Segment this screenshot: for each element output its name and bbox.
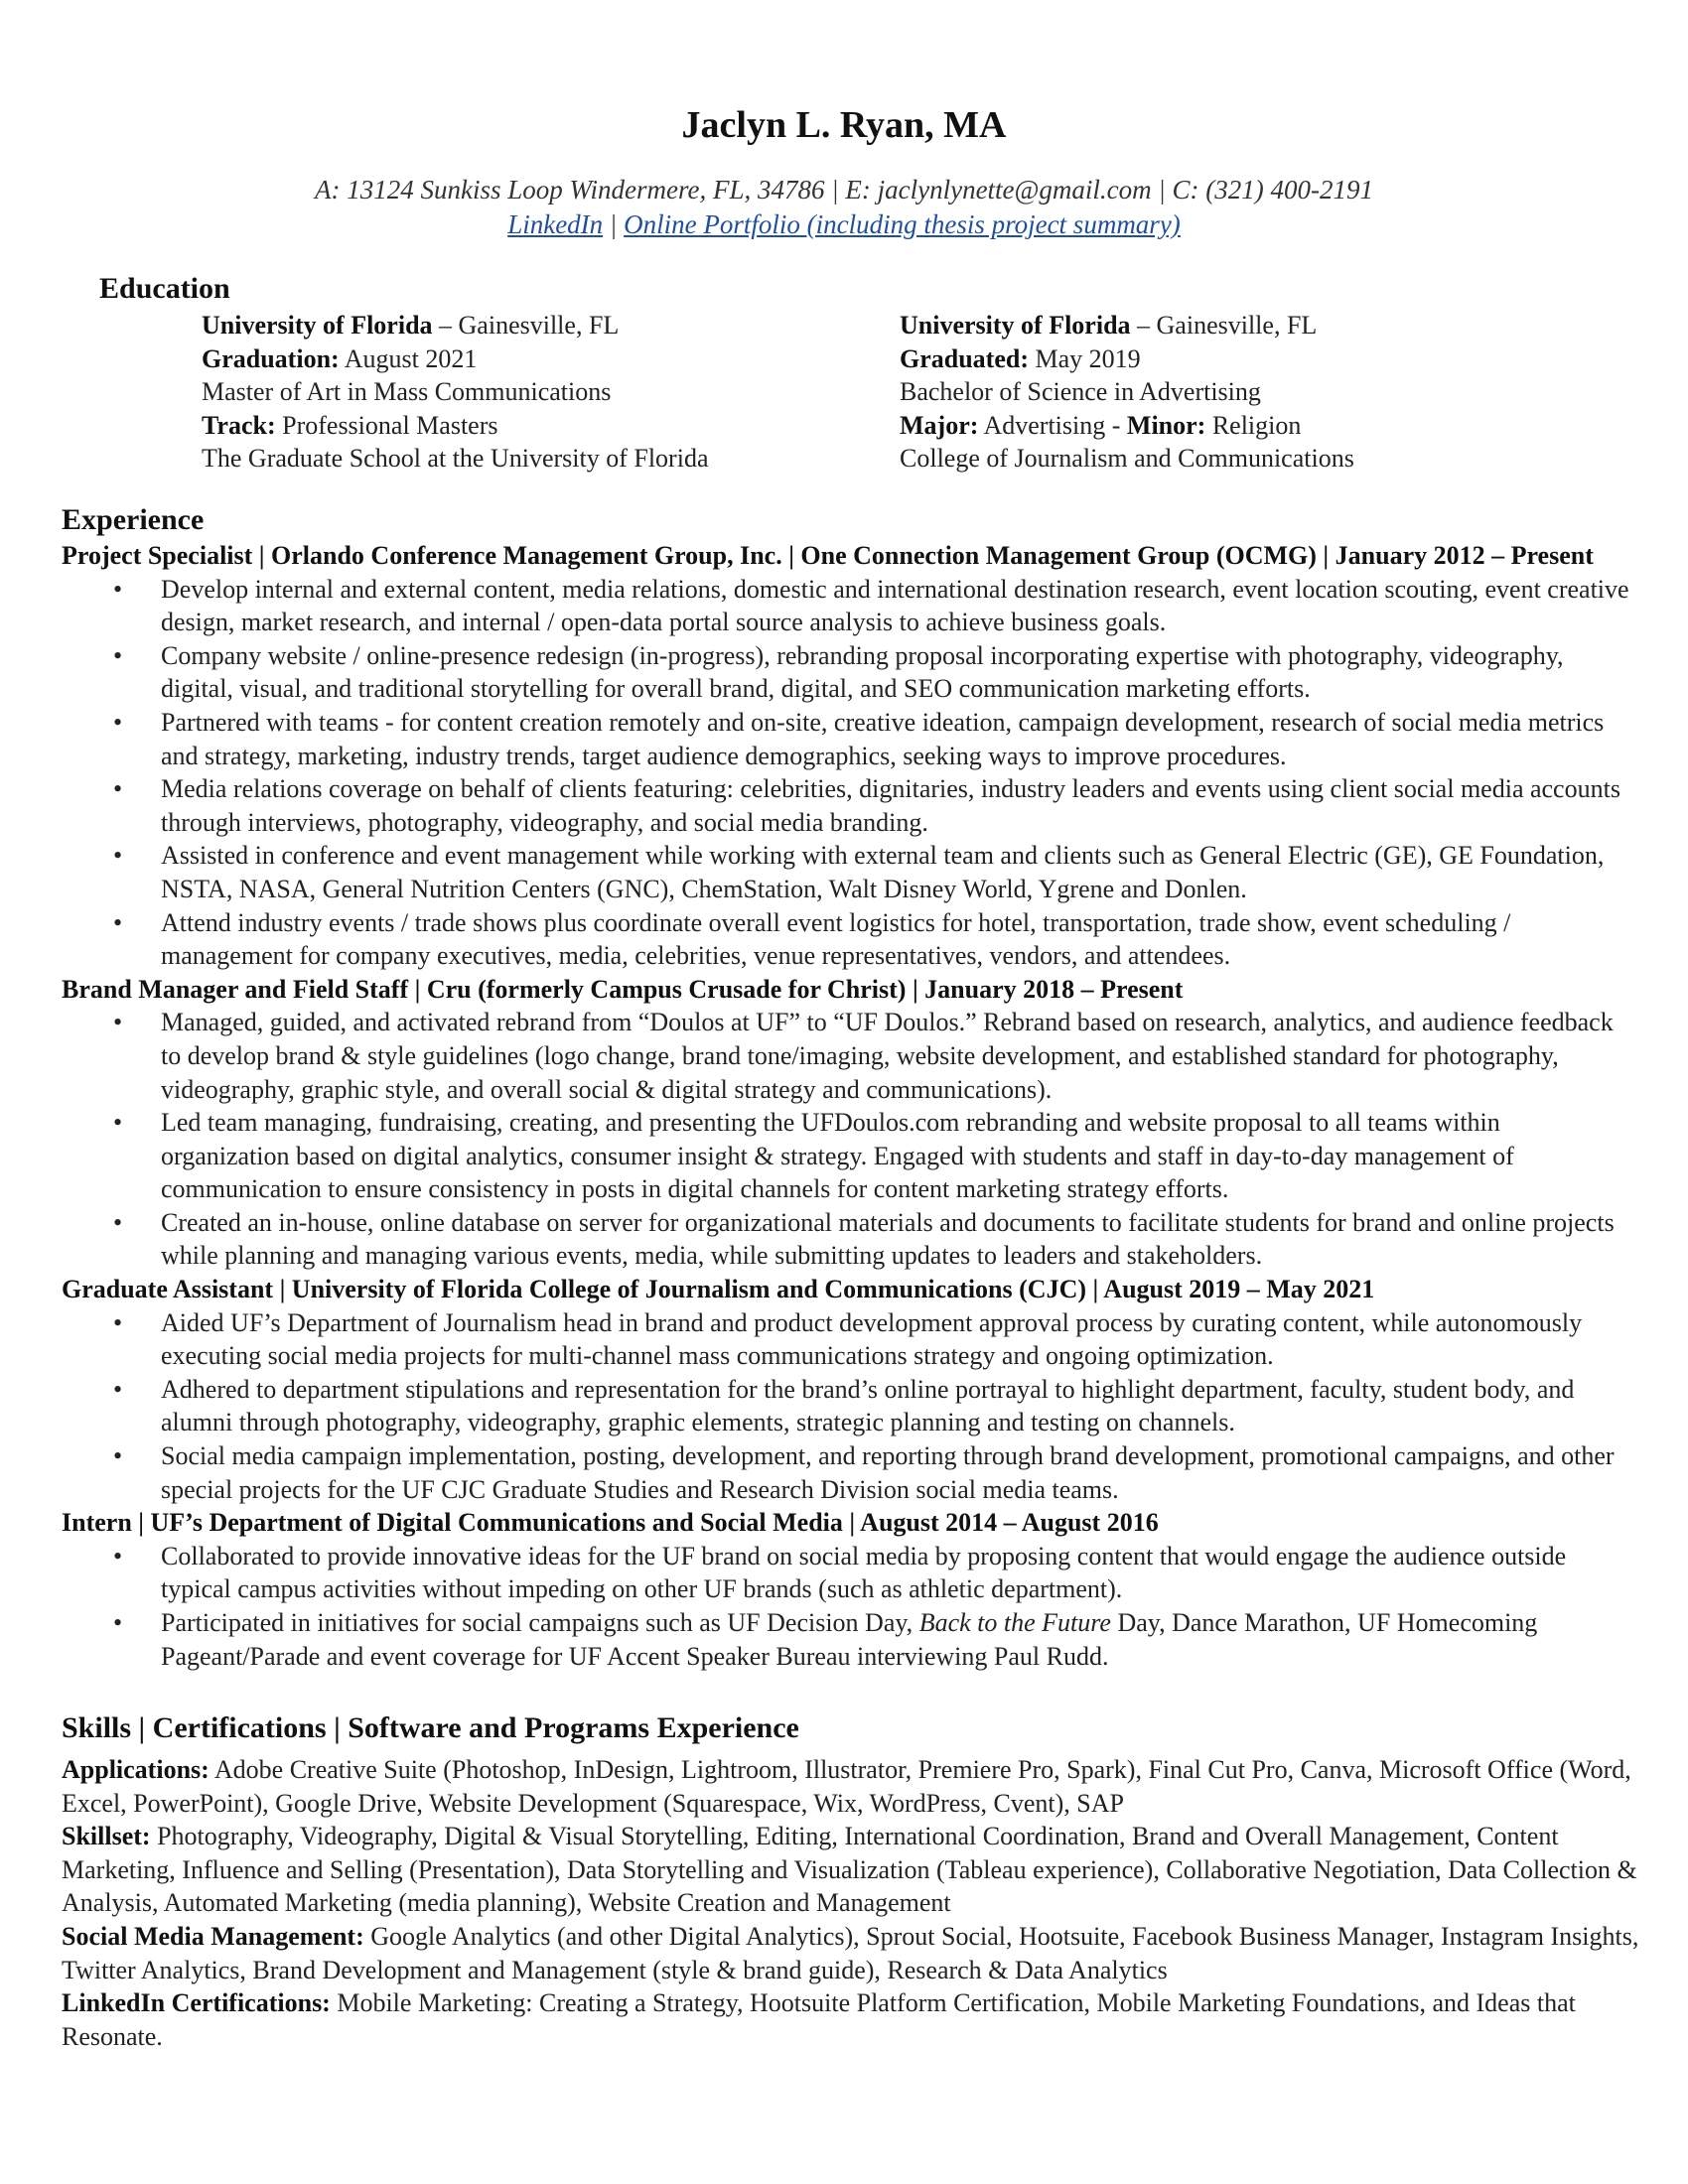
profile-links (0, 209, 1688, 240)
applications-label: Applications: (62, 1755, 210, 1784)
bullet-item: • Aided UF’s Department of Journalism head in brand and product development approval process by curating content, while autonomously executing social media projects for multi-channel mass communications strategy and ongoing optimization. (161, 1306, 1630, 1373)
candidate-name: Jaclyn L. Ryan, MA (681, 104, 1007, 146)
bullet-item: • Social media campaign implementation, posting, development, and reporting through brand development, promotional campaigns, and other special projects for the UF CJC Graduate Studies and Research Division social media teams. (161, 1439, 1630, 1506)
job-bullets (62, 1540, 1630, 1673)
masters-degree: Master of Art in Mass Communications (202, 377, 612, 406)
skillset-line (62, 1820, 1640, 1920)
job-title: Graduate Assistant | University of Florida College of Journalism and Communications (CJC) | August 2019 – May 2021 (62, 1275, 1375, 1304)
bullet-item: • Company website / online-presence redesign (in-progress), rebranding proposal incorporating expertise with photography, videography, digital, visual, and traditional storytelling for overall brand, digital, and SEO communication marketing efforts. (161, 639, 1630, 706)
masters-school: University of Florida (202, 311, 433, 340)
bullet-item: • Created an in-house, online database on server for organizational materials and documents to facilitate students for brand and online projects while planning and managing various events, media, while submitting updates to leaders and stakeholders. (161, 1206, 1630, 1273)
bullet-item (161, 1606, 1630, 1673)
bullet-item: • Develop internal and external content, media relations, domestic and international destination research, event location scouting, event creative design, market research, and internal / open-data portal source analysis to achieve business goals. (161, 573, 1630, 639)
bachelors-minor-label: Minor: (1126, 410, 1206, 440)
masters-grad-value: August 2021 (339, 343, 478, 373)
applications-line (62, 1753, 1640, 1820)
bachelors-school: University of Florida (900, 311, 1131, 340)
masters-track-line (202, 409, 708, 443)
job-title: Project Specialist | Orlando Conference Management Group, Inc. | One Connection Management Group (OCMG) | January 2012 – Present (62, 541, 1594, 570)
education-heading: Education (99, 272, 230, 305)
bullet-item: • Led team managing, fundraising, creating, and presenting the UFDoulos.com rebranding and website proposal to all teams within organization based on digital analytics, consumer insight & strategy. Engaged with students and staff in day-to-day management of communication to ensure consistency in posts in digital channels for content marketing strategy efforts. (161, 1106, 1630, 1206)
experience-heading: Experience (62, 503, 205, 536)
skills-heading: Skills | Certifications | Software and Programs Experience (62, 1711, 799, 1744)
social-media-value: Google Analytics (and other Digital Analytics), Sprout Social, Hootsuite, Facebook Business Manager, Instagram Insights, Twitter Analytics, Brand Development and Management (style & brand guide), Research & Data Analytics (62, 1921, 1639, 1984)
link-separator: | (609, 209, 618, 239)
masters-track-value: Professional Masters (275, 410, 498, 440)
skillset-value: Photography, Videography, Digital & Visual Storytelling, Editing, International Coordination, Brand and Overall Management, Content Marketing, Influence and Selling (Presentation), Data Storytelling and Visualization (Tableau experience), Collaborative Negotiation, Data Collection & Analysis, Automated Marketing (media planning), Website Creation and Management (62, 1822, 1637, 1918)
bullet-item: • Attend industry events / trade shows plus coordinate overall event logistics for hotel, transportation, trade show, event scheduling / management for company executives, media, celebrities, venue representatives, vendors, and attendees. (161, 906, 1630, 973)
linkedin-link[interactable]: LinkedIn (507, 209, 604, 239)
bachelors-location: – Gainesville, FL (1130, 311, 1318, 340)
bachelors-major-value: Advertising - (978, 410, 1127, 440)
skills-section (62, 1753, 1640, 2053)
bullet-item: • Partnered with teams - for content creation remotely and on-site, creative ideation, campaign development, research of social media metrics and strategy, marketing, industry trends, target audience demographics, seeking ways to improve procedures. (161, 706, 1630, 772)
bullet-text: Participated in initiatives for social campaigns such as UF Decision Day, (161, 1608, 919, 1637)
bullet-text: Day, Dance Marathon, UF Homecoming Pageant/Parade and event coverage for UF Accent Speaker Bureau interviewing Paul Rudd. (161, 1608, 1538, 1671)
bachelors-degree: Bachelor of Science in Advertising (900, 377, 1261, 406)
education-masters (202, 309, 708, 476)
social-media-line (62, 1920, 1640, 1986)
bullet-item: • Adhered to department stipulations and representation for the brand’s online portrayal to highlight department, faculty, student body, and alumni through photography, videography, graphic elements, strategic planning and testing on channels. (161, 1373, 1630, 1439)
bullet-item: • Collaborated to provide innovative ideas for the UF brand on social media by proposing content that would engage the audience outside typical campus activities without impeding on other UF brands (such as athletic department). (161, 1540, 1630, 1606)
bachelors-major-label: Major: (900, 410, 979, 440)
masters-location: – Gainesville, FL (432, 311, 620, 340)
bachelors-college: College of Journalism and Communications (900, 444, 1354, 473)
job-bullets (62, 1006, 1630, 1273)
skillset-label: Skillset: (62, 1822, 151, 1851)
bullet-item: • Managed, guided, and activated rebrand from “Doulos at UF” to “UF Doulos.” Rebrand based on research, analytics, and audience feedback to develop brand & style guidelines (logo change, brand tone/imaging, website development, and established standard for photography, videography, graphic style, and overall social & digital strategy and communications). (161, 1006, 1630, 1106)
applications-value: Adobe Creative Suite (Photoshop, InDesign, Lightroom, Illustrator, Premiere Pro, Spark), Final Cut Pro, Canva, Microsoft Office (Word, Excel, PowerPoint), Google Drive, Website Development (Squarespace, Wix, WordPress, Cvent), SAP (62, 1755, 1631, 1818)
bachelors-minor-value: Religion (1205, 410, 1302, 440)
masters-grad-label: Graduation: (202, 343, 340, 373)
bachelors-grad-label: Graduated: (900, 343, 1029, 373)
masters-track-label: Track: (202, 410, 276, 440)
job-bullets (62, 1306, 1630, 1507)
bachelors-major-line (900, 409, 1354, 443)
bullet-item: • Media relations coverage on behalf of clients featuring: celebrities, dignitaries, industry leaders and events using client social media accounts through interviews, photography, videography, and social media branding. (161, 772, 1630, 839)
bachelors-graduation-line (900, 342, 1354, 376)
bachelors-school-line (900, 309, 1354, 342)
education-bachelors (900, 309, 1354, 476)
bullet-italic-text: Back to the Future (918, 1608, 1111, 1637)
contact-line: A: 13124 Sunkiss Loop Windermere, FL, 34786 | E: jaclynlynette@gmail.com | C: (321) 400-2191 (314, 175, 1374, 205)
job-bullets (62, 573, 1630, 973)
linkedin-certifications-label: LinkedIn Certifications: (62, 1988, 331, 2018)
masters-school-line (202, 309, 708, 342)
job-title: Brand Manager and Field Staff | Cru (formerly Campus Crusade for Christ) | January 2018 – Present (62, 974, 1184, 1004)
linkedin-certifications-line (62, 1986, 1640, 2053)
portfolio-link[interactable]: Online Portfolio (including thesis project summary) (624, 209, 1181, 239)
bachelors-grad-value: May 2019 (1029, 343, 1141, 373)
bullet-item: • Assisted in conference and event management while working with external team and clients such as General Electric (GE), GE Foundation, NSTA, NASA, General Nutrition Centers (GNC), ChemStation, Walt Disney World, Ygrene and Donlen. (161, 839, 1630, 905)
job-title: Intern | UF’s Department of Digital Communications and Social Media | August 2014 – August 2016 (62, 1508, 1159, 1538)
linkedin-certifications-value: Mobile Marketing: Creating a Strategy, Hootsuite Platform Certification, Mobile Marketing Foundations, and Ideas that Resonate. (62, 1988, 1576, 2051)
social-media-label: Social Media Management: (62, 1921, 364, 1951)
masters-graduation-line (202, 342, 708, 376)
masters-college: The Graduate School at the University of Florida (202, 444, 709, 473)
experience-section (62, 539, 1630, 1673)
